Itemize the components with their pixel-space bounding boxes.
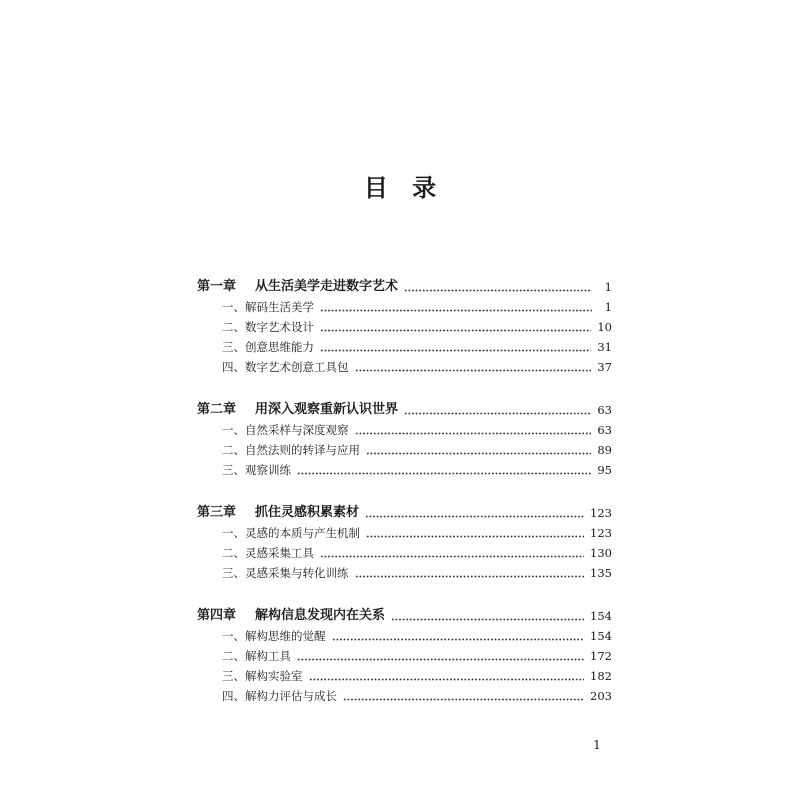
- section-row[interactable]: [197, 523, 612, 543]
- page-number: 95: [597, 463, 612, 477]
- chapter-block-1: [197, 277, 612, 377]
- page-number: 203: [590, 689, 612, 703]
- page-number: 37: [597, 360, 612, 374]
- section-title: 四、解构力评估与成长: [222, 689, 337, 703]
- page-number: 89: [597, 443, 612, 457]
- leader-dots: [343, 698, 584, 701]
- section-title: 二、解构工具: [222, 649, 291, 663]
- chapter-label: 第二章: [197, 402, 237, 417]
- page-number: 63: [597, 403, 612, 417]
- page-number: 10: [597, 320, 612, 334]
- page-number: 31: [597, 340, 612, 354]
- chapter-block-3: [197, 503, 612, 583]
- page-number: 1: [604, 280, 612, 294]
- section-row[interactable]: [197, 337, 612, 357]
- leader-dots: [297, 658, 584, 661]
- page-number: 172: [590, 649, 612, 663]
- section-row[interactable]: [197, 460, 612, 480]
- leader-dots: [309, 678, 585, 681]
- page-number: 123: [590, 506, 612, 520]
- section-row[interactable]: [197, 646, 612, 666]
- toc-title: 目 录: [363, 173, 437, 202]
- section-row[interactable]: [197, 666, 612, 686]
- page-number: 154: [590, 629, 612, 643]
- section-row[interactable]: [197, 626, 612, 646]
- chapter-title: 用深入观察重新认识世界: [255, 402, 399, 417]
- section-title: 一、自然采样与深度观察: [222, 423, 349, 437]
- page-number: 63: [597, 423, 612, 437]
- section-title: 二、数字艺术设计: [222, 320, 314, 334]
- section-title: 一、灵感的本质与产生机制: [222, 526, 360, 540]
- leader-dots: [391, 618, 584, 621]
- section-row[interactable]: [197, 297, 612, 317]
- page-number: 135: [590, 566, 612, 580]
- page-number: 130: [590, 546, 612, 560]
- table-of-contents: [197, 277, 612, 706]
- chapter-row[interactable]: [197, 277, 612, 297]
- section-title: 三、创意思维能力: [222, 340, 314, 354]
- leader-dots: [320, 329, 591, 332]
- page-number: 182: [590, 669, 612, 683]
- section-title: 三、解构实验室: [222, 669, 303, 683]
- section-title: 三、观察训练: [222, 463, 291, 477]
- chapter-title: 解构信息发现内在关系: [255, 608, 386, 623]
- leader-dots: [404, 289, 592, 292]
- section-title: 二、自然法则的转译与应用: [222, 443, 360, 457]
- chapter-title: 抓住灵感积累素材: [255, 505, 360, 520]
- section-row[interactable]: [197, 420, 612, 440]
- section-title: 四、数字艺术创意工具包: [222, 360, 349, 374]
- section-row[interactable]: [197, 686, 612, 706]
- leader-dots: [320, 349, 591, 352]
- section-row[interactable]: [197, 543, 612, 563]
- leader-dots: [297, 472, 591, 475]
- leader-dots: [332, 638, 585, 641]
- chapter-row[interactable]: [197, 606, 612, 626]
- leader-dots: [355, 575, 585, 578]
- section-row[interactable]: [197, 440, 612, 460]
- section-title: 二、灵感采集工具: [222, 546, 314, 560]
- chapter-title: 从生活美学走进数字艺术: [255, 279, 399, 294]
- page-number: 1: [604, 300, 612, 314]
- footer-page-number: 1: [593, 738, 601, 752]
- chapter-label: 第一章: [197, 279, 237, 294]
- chapter-label: 第四章: [197, 608, 237, 623]
- chapter-row[interactable]: [197, 503, 612, 523]
- chapter-block-2: [197, 400, 612, 480]
- section-row[interactable]: [197, 563, 612, 583]
- chapter-row[interactable]: [197, 400, 612, 420]
- leader-dots: [320, 555, 584, 558]
- chapter-label: 第三章: [197, 505, 237, 520]
- leader-dots: [355, 369, 592, 372]
- leader-dots: [404, 412, 591, 415]
- section-row[interactable]: [197, 317, 612, 337]
- section-title: 一、解构思维的觉醒: [222, 629, 326, 643]
- section-title: 三、灵感采集与转化训练: [222, 566, 349, 580]
- section-row[interactable]: [197, 357, 612, 377]
- leader-dots: [366, 535, 584, 538]
- leader-dots: [355, 432, 592, 435]
- chapter-block-4: [197, 606, 612, 706]
- page-number: 154: [590, 609, 612, 623]
- leader-dots: [366, 452, 591, 455]
- leader-dots: [365, 515, 584, 518]
- leader-dots: [320, 309, 592, 312]
- page-number: 123: [590, 526, 612, 540]
- section-title: 一、解码生活美学: [222, 300, 314, 314]
